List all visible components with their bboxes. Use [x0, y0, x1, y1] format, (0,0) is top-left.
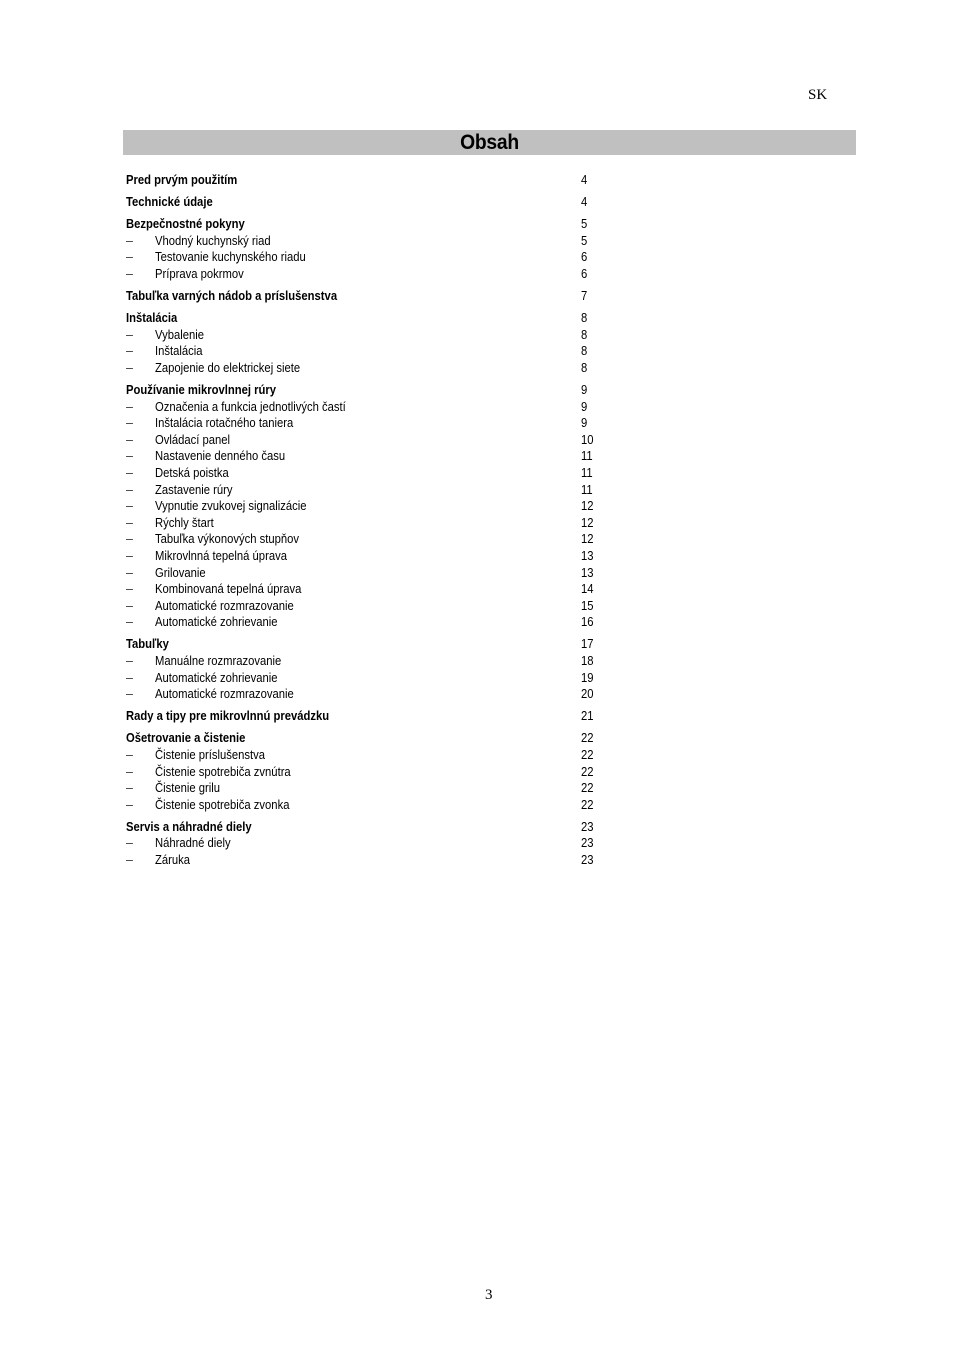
toc-section-title: Pred prvým použitím — [126, 173, 238, 187]
toc-item — [126, 852, 606, 869]
toc-item-dash: – — [126, 797, 133, 812]
toc-item — [126, 515, 606, 532]
toc-item-label: Automatické rozmrazovanie — [155, 598, 294, 613]
toc-item-dash: – — [126, 836, 133, 851]
toc-item — [126, 747, 606, 764]
toc-page-number: 11 — [581, 482, 593, 497]
toc-item-label: Testovanie kuchynského riadu — [155, 250, 306, 265]
toc-item-dash: – — [126, 781, 133, 796]
toc-item — [126, 764, 606, 781]
toc-item — [126, 266, 606, 283]
toc-item-label: Zapojenie do elektrickej siete — [155, 360, 301, 375]
title-bar — [123, 130, 856, 155]
toc-page-number: 22 — [581, 797, 594, 812]
toc-item — [126, 233, 606, 250]
toc-item-dash: – — [126, 499, 133, 514]
toc-section-heading — [126, 288, 606, 305]
toc-page-number: 4 — [581, 195, 588, 210]
toc-item-dash: – — [126, 250, 133, 265]
toc-page-number: 22 — [581, 731, 594, 746]
toc-item-dash: – — [126, 764, 133, 779]
toc-page-number: 23 — [581, 819, 594, 834]
language-code: SK — [808, 87, 828, 103]
toc-page-number: 12 — [581, 499, 594, 514]
toc-section — [126, 730, 606, 813]
toc-item-label: Nastavenie denného času — [155, 449, 286, 464]
toc-page-number: 13 — [581, 565, 594, 580]
toc-item-dash: – — [126, 399, 133, 414]
toc-item — [126, 598, 606, 615]
toc-section-title: Technické údaje — [126, 195, 213, 210]
toc-page-number: 9 — [581, 383, 588, 398]
toc-page-number: 11 — [581, 449, 593, 464]
toc-page-number: 7 — [581, 289, 588, 304]
toc-item — [126, 581, 606, 598]
table-of-contents — [126, 172, 606, 874]
toc-section-title: Používanie mikrovlnnej rúry — [126, 383, 277, 398]
toc-item-dash: – — [126, 515, 133, 530]
toc-page-number: 23 — [581, 853, 594, 868]
toc-page-number: 4 — [581, 173, 588, 187]
toc-item-label: Automatické zohrievanie — [155, 615, 278, 630]
toc-item-label: Náhradné diely — [155, 836, 231, 851]
toc-section — [126, 288, 606, 305]
toc-item-label: Vybalenie — [155, 327, 204, 342]
toc-section — [126, 382, 606, 631]
toc-item — [126, 653, 606, 670]
toc-item-label: Čistenie príslušenstva — [155, 748, 266, 762]
toc-page-number: 8 — [581, 344, 588, 359]
toc-section-heading — [126, 730, 606, 747]
toc-item — [126, 548, 606, 565]
toc-item-label: Čistenie grilu — [155, 781, 221, 796]
toc-section-heading — [126, 819, 606, 836]
toc-item — [126, 482, 606, 499]
toc-item-dash: – — [126, 327, 133, 342]
toc-item-dash: – — [126, 548, 133, 563]
toc-item — [126, 399, 606, 416]
toc-page-number: 22 — [581, 781, 594, 796]
toc-section-title: Rady a tipy pre mikrovlnnú prevádzku — [126, 709, 330, 724]
toc-item-label: Inštalácia — [155, 344, 203, 359]
toc-page-number: 9 — [581, 416, 588, 431]
toc-item-label: Vhodný kuchynský riad — [155, 233, 271, 248]
toc-page-number: 13 — [581, 548, 594, 563]
toc-item-dash: – — [126, 266, 133, 281]
toc-item-dash: – — [126, 449, 133, 464]
toc-item — [126, 797, 606, 814]
toc-item-label: Automatické zohrievanie — [155, 670, 278, 685]
toc-item-dash: – — [126, 598, 133, 613]
toc-page-number: 12 — [581, 515, 594, 530]
toc-item-dash: – — [126, 360, 133, 375]
toc-item — [126, 780, 606, 797]
toc-section-heading — [126, 216, 606, 233]
toc-page-number: 5 — [581, 233, 588, 248]
toc-item-label: Príprava pokrmov — [155, 266, 244, 281]
toc-item-dash: – — [126, 532, 133, 547]
toc-page-number: 21 — [581, 709, 594, 724]
toc-item — [126, 360, 606, 377]
toc-item-label: Mikrovlnná tepelná úprava — [155, 548, 287, 563]
toc-page-number: 14 — [581, 582, 594, 597]
toc-item-dash: – — [126, 344, 133, 359]
toc-page-number: 15 — [581, 598, 594, 613]
toc-item-label: Tabuľka výkonových stupňov — [155, 532, 299, 547]
toc-section — [126, 310, 606, 376]
toc-page-number: 17 — [581, 637, 594, 652]
page-number: 3 — [485, 1287, 493, 1303]
toc-item-label: Označenia a funkcia jednotlivých častí — [155, 399, 346, 414]
toc-section-title: Tabuľka varných nádob a príslušenstva — [126, 289, 338, 304]
toc-section — [126, 819, 606, 869]
toc-page-number: 23 — [581, 836, 594, 851]
toc-item-dash: – — [126, 687, 133, 702]
toc-item — [126, 327, 606, 344]
toc-section-heading — [126, 194, 606, 211]
toc-item-dash: – — [126, 853, 133, 868]
toc-item-label: Ovládací panel — [155, 432, 231, 447]
toc-page-number: 19 — [581, 670, 594, 685]
toc-page-number: 22 — [581, 748, 594, 762]
toc-item — [126, 448, 606, 465]
toc-section — [126, 636, 606, 702]
toc-section-title: Tabuľky — [126, 637, 169, 652]
toc-page-number: 16 — [581, 615, 594, 630]
toc-item-label: Záruka — [155, 853, 191, 868]
toc-page-number: 10 — [581, 432, 594, 447]
toc-item-label: Zastavenie rúry — [155, 482, 233, 497]
toc-page-number: 6 — [581, 266, 588, 281]
toc-item-label: Inštalácia rotačného taniera — [155, 416, 294, 431]
toc-section-heading — [126, 172, 606, 189]
toc-item-dash: – — [126, 670, 133, 685]
toc-section-title: Bezpečnostné pokyny — [126, 217, 245, 232]
toc-page-number: 5 — [581, 217, 588, 232]
toc-item-label: Kombinovaná tepelná úprava — [155, 582, 302, 597]
toc-page-number: 8 — [581, 327, 588, 342]
toc-item — [126, 835, 606, 852]
toc-item-dash: – — [126, 466, 133, 480]
page-title: Obsah — [460, 131, 519, 154]
toc-page-number: 6 — [581, 250, 588, 265]
toc-page-number: 8 — [581, 311, 588, 326]
toc-item — [126, 249, 606, 266]
toc-page-number: 11 — [581, 466, 593, 480]
toc-item — [126, 565, 606, 582]
toc-section-title: Ošetrovanie a čistenie — [126, 731, 246, 746]
toc-item — [126, 465, 606, 482]
toc-item-dash: – — [126, 482, 133, 497]
toc-item-dash: – — [126, 748, 133, 762]
toc-section — [126, 194, 606, 211]
toc-page-number: 20 — [581, 687, 594, 702]
toc-page-number: 9 — [581, 399, 588, 414]
toc-item — [126, 531, 606, 548]
toc-page-number: 18 — [581, 654, 594, 669]
toc-section — [126, 216, 606, 282]
toc-page-number: 22 — [581, 764, 594, 779]
toc-section-heading — [126, 382, 606, 399]
toc-section-heading — [126, 636, 606, 653]
toc-section-title: Inštalácia — [126, 311, 178, 326]
toc-item — [126, 343, 606, 360]
toc-item-dash: – — [126, 233, 133, 248]
toc-item-label: Čistenie spotrebiča zvnútra — [155, 764, 291, 779]
toc-item-label: Grilovanie — [155, 565, 206, 580]
toc-item-dash: – — [126, 615, 133, 630]
toc-item — [126, 686, 606, 703]
toc-item-label: Automatické rozmrazovanie — [155, 687, 294, 702]
toc-section-heading — [126, 310, 606, 327]
toc-item-label: Čistenie spotrebiča zvonka — [155, 797, 290, 812]
toc-item-dash: – — [126, 565, 133, 580]
toc-item — [126, 670, 606, 687]
toc-section-title: Servis a náhradné diely — [126, 819, 252, 834]
toc-item-dash: – — [126, 654, 133, 669]
toc-item-dash: – — [126, 416, 133, 431]
toc-item-dash: – — [126, 432, 133, 447]
toc-item — [126, 432, 606, 449]
toc-item-label: Detská poistka — [155, 466, 229, 480]
toc-item — [126, 415, 606, 432]
toc-item-label: Vypnutie zvukovej signalizácie — [155, 499, 307, 514]
toc-page-number: 12 — [581, 532, 594, 547]
toc-item-label: Manuálne rozmrazovanie — [155, 654, 282, 669]
toc-item-label: Rýchly štart — [155, 515, 214, 530]
toc-page-number: 8 — [581, 360, 588, 375]
toc-item-dash: – — [126, 582, 133, 597]
toc-item — [126, 614, 606, 631]
toc-section-heading — [126, 708, 606, 725]
toc-section — [126, 708, 606, 725]
toc-section — [126, 172, 606, 189]
toc-item — [126, 498, 606, 515]
